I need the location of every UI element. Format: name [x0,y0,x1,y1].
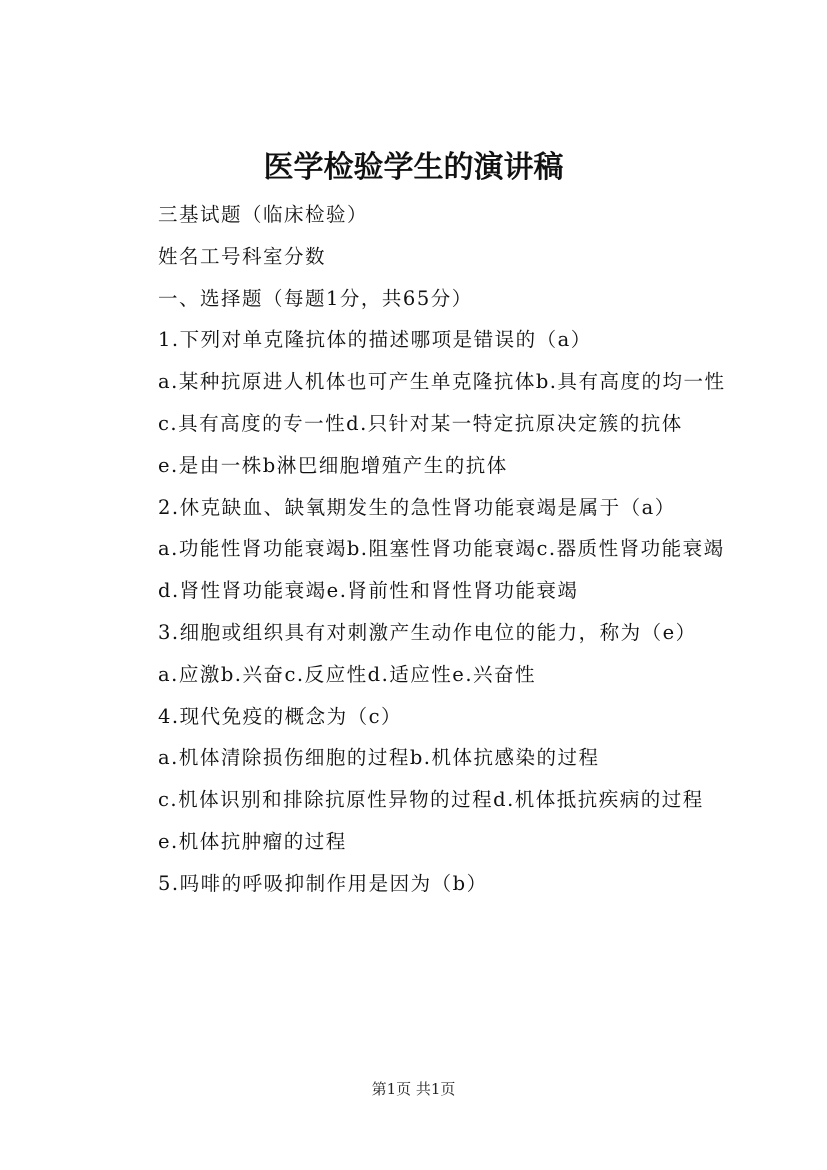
paragraph-14: a.机体清除损伤细胞的过程b.机体抗感染的过程 [158,746,600,770]
paragraph-16: e.机体抗肿瘤的过程 [158,829,347,853]
paragraph-15: c.机体识别和排除抗原性异物的过程d.机体抵抗疾病的过程 [158,788,704,812]
paragraph-7: e.是由一株b淋巴细胞增殖产生的抗体 [158,453,508,477]
paragraph-1: 三基试题（临床检验） [158,203,369,226]
paragraph-5: a.某种抗原进人机体也可产生单克隆抗体b.具有高度的均一性 [158,370,726,394]
paragraph-3: 一、选择题（每题1分，共65分） [158,286,473,310]
paragraph-2: 姓名工号科室分数 [158,244,327,268]
document-body [110,194,730,905]
paragraph-4: 1.下列对单克隆抗体的描述哪项是错误的（a） [158,328,592,352]
paragraph-8: 2.休克缺血、缺氧期发生的急性肾功能衰竭是属于（a） [158,495,676,519]
page-footer: 第1页 共1页 [371,1080,456,1098]
paragraph-9: a.功能性肾功能衰竭b.阻塞性肾功能衰竭c.器质性肾功能衰竭 [158,537,725,561]
paragraph-11: 3.细胞或组织具有对刺激产生动作电位的能力，称为（e） [158,620,697,644]
document-title: 医学检验学生的演讲稿 [263,150,564,185]
paragraph-13: 4.现代免疫的概念为（c） [158,704,403,728]
paragraph-6: c.具有高度的专一性d.只针对某一特定抗原决定簇的抗体 [158,411,683,435]
paragraph-17: 5.吗啡的呼吸抑制作用是因为（b） [158,871,488,895]
paragraph-10: d.肾性肾功能衰竭e.肾前性和肾性肾功能衰竭 [158,579,579,603]
paragraph-12: a.应激b.兴奋c.反应性d.适应性e.兴奋性 [158,662,537,686]
